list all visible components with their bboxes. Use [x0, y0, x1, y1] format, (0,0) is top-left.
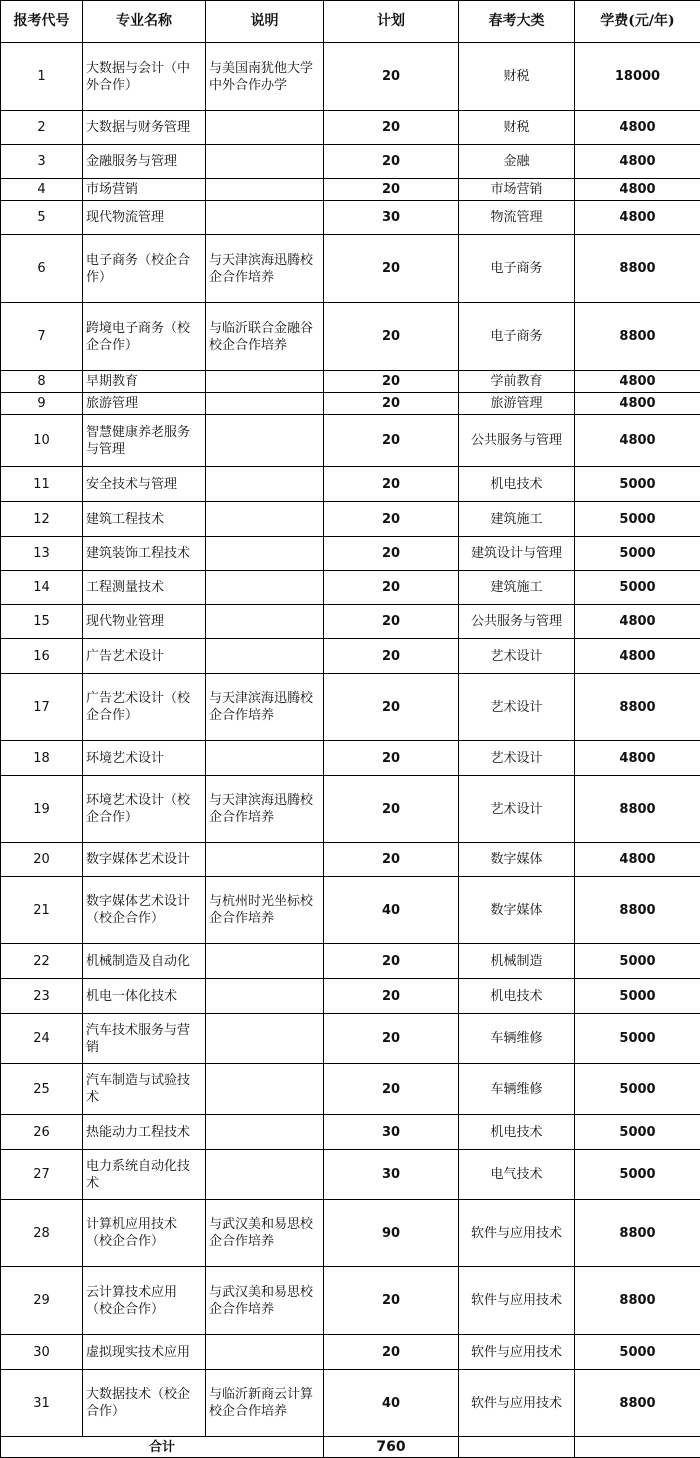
cell-plan: 30 [324, 1150, 459, 1200]
table-row [1, 1200, 700, 1267]
cell-note [206, 1115, 324, 1150]
cell-plan: 20 [324, 179, 459, 201]
cell-fee: 8800 [575, 776, 700, 843]
cell-major: 热能动力工程技术 [83, 1115, 206, 1150]
cell-fee: 4800 [575, 371, 700, 393]
table-row [1, 605, 700, 639]
cell-category: 艺术设计 [459, 639, 575, 674]
cell-fee: 4800 [575, 415, 700, 467]
table-row [1, 537, 700, 571]
cell-code: 28 [1, 1200, 83, 1267]
cell-fee: 8800 [575, 1267, 700, 1335]
cell-code: 9 [1, 393, 83, 415]
cell-note [206, 1014, 324, 1064]
table-row [1, 201, 700, 235]
cell-code: 6 [1, 235, 83, 303]
cell-major: 机电一体化技术 [83, 979, 206, 1014]
header-plan: 计划 [324, 1, 459, 43]
cell-category: 艺术设计 [459, 674, 575, 741]
cell-plan: 20 [324, 944, 459, 979]
cell-code: 13 [1, 537, 83, 571]
cell-major: 数字媒体艺术设计 [83, 843, 206, 877]
cell-major: 数字媒体艺术设计（校企合作） [83, 877, 206, 944]
cell-fee: 4800 [575, 145, 700, 179]
cell-note [206, 605, 324, 639]
cell-major: 安全技术与管理 [83, 467, 206, 502]
cell-note [206, 944, 324, 979]
table-row [1, 415, 700, 467]
table-row [1, 979, 700, 1014]
cell-plan: 40 [324, 1370, 459, 1437]
cell-note [206, 145, 324, 179]
cell-note [206, 741, 324, 776]
cell-note: 与天津滨海迅腾校企合作培养 [206, 776, 324, 843]
cell-fee: 5000 [575, 1064, 700, 1115]
table-row [1, 145, 700, 179]
cell-note [206, 1150, 324, 1200]
cell-major: 电子商务（校企合作） [83, 235, 206, 303]
cell-major: 早期教育 [83, 371, 206, 393]
table-row [1, 843, 700, 877]
table-row [1, 1335, 700, 1370]
cell-fee: 5000 [575, 1150, 700, 1200]
cell-plan: 20 [324, 502, 459, 537]
cell-fee: 8800 [575, 235, 700, 303]
cell-major: 汽车技术服务与营销 [83, 1014, 206, 1064]
cell-major: 大数据技术（校企合作） [83, 1370, 206, 1437]
cell-plan: 20 [324, 1267, 459, 1335]
cell-note [206, 979, 324, 1014]
table-row [1, 371, 700, 393]
cell-fee: 8800 [575, 1200, 700, 1267]
header-note: 说明 [206, 1, 324, 43]
cell-fee: 4800 [575, 639, 700, 674]
cell-note [206, 571, 324, 605]
cell-category: 车辆维修 [459, 1014, 575, 1064]
cell-fee: 5000 [575, 537, 700, 571]
cell-fee: 4800 [575, 179, 700, 201]
cell-fee: 5000 [575, 1335, 700, 1370]
cell-note: 与临沂新商云计算校企合作培养 [206, 1370, 324, 1437]
cell-code: 15 [1, 605, 83, 639]
table-row [1, 1064, 700, 1115]
cell-code: 26 [1, 1115, 83, 1150]
cell-plan: 20 [324, 605, 459, 639]
cell-major: 计算机应用技术（校企合作） [83, 1200, 206, 1267]
cell-fee: 5000 [575, 944, 700, 979]
cell-plan: 20 [324, 43, 459, 111]
total-empty-category [459, 1437, 575, 1458]
cell-code: 7 [1, 303, 83, 371]
cell-note: 与武汉美和易思校企合作培养 [206, 1200, 324, 1267]
cell-fee: 5000 [575, 979, 700, 1014]
cell-major: 市场营销 [83, 179, 206, 201]
cell-category: 旅游管理 [459, 393, 575, 415]
cell-plan: 20 [324, 741, 459, 776]
cell-category: 电气技术 [459, 1150, 575, 1200]
cell-note [206, 1335, 324, 1370]
cell-note [206, 179, 324, 201]
cell-major: 建筑工程技术 [83, 502, 206, 537]
cell-category: 物流管理 [459, 201, 575, 235]
table-row [1, 303, 700, 371]
cell-fee: 5000 [575, 502, 700, 537]
cell-category: 车辆维修 [459, 1064, 575, 1115]
cell-code: 16 [1, 639, 83, 674]
cell-plan: 20 [324, 843, 459, 877]
cell-plan: 20 [324, 537, 459, 571]
cell-code: 14 [1, 571, 83, 605]
cell-plan: 20 [324, 303, 459, 371]
table-row [1, 43, 700, 111]
cell-note [206, 502, 324, 537]
cell-code: 20 [1, 843, 83, 877]
cell-major: 大数据与会计（中外合作） [83, 43, 206, 111]
cell-plan: 20 [324, 639, 459, 674]
cell-fee: 8800 [575, 303, 700, 371]
cell-major: 广告艺术设计（校企合作） [83, 674, 206, 741]
cell-note [206, 111, 324, 145]
header-row [1, 1, 700, 43]
cell-major: 现代物业管理 [83, 605, 206, 639]
table-row [1, 502, 700, 537]
cell-fee: 5000 [575, 571, 700, 605]
cell-major: 大数据与财务管理 [83, 111, 206, 145]
total-empty-fee [575, 1437, 700, 1458]
cell-note [206, 393, 324, 415]
header-major: 专业名称 [83, 1, 206, 43]
cell-code: 29 [1, 1267, 83, 1335]
total-plan: 760 [324, 1437, 459, 1458]
cell-plan: 20 [324, 415, 459, 467]
cell-major: 工程测量技术 [83, 571, 206, 605]
cell-code: 30 [1, 1335, 83, 1370]
cell-category: 艺术设计 [459, 741, 575, 776]
table-body [1, 1, 700, 1458]
cell-note [206, 639, 324, 674]
table-row [1, 1115, 700, 1150]
cell-note: 与临沂联合金融谷校企合作培养 [206, 303, 324, 371]
cell-category: 建筑施工 [459, 571, 575, 605]
cell-code: 8 [1, 371, 83, 393]
cell-code: 1 [1, 43, 83, 111]
cell-plan: 20 [324, 1014, 459, 1064]
table-row [1, 467, 700, 502]
cell-note: 与杭州时光坐标校企合作培养 [206, 877, 324, 944]
cell-code: 3 [1, 145, 83, 179]
cell-category: 建筑设计与管理 [459, 537, 575, 571]
cell-fee: 5000 [575, 467, 700, 502]
table-row [1, 674, 700, 741]
cell-code: 10 [1, 415, 83, 467]
cell-note [206, 843, 324, 877]
cell-code: 18 [1, 741, 83, 776]
cell-plan: 20 [324, 571, 459, 605]
cell-fee: 4800 [575, 741, 700, 776]
cell-fee: 8800 [575, 674, 700, 741]
cell-plan: 20 [324, 235, 459, 303]
table-row [1, 393, 700, 415]
cell-fee: 5000 [575, 1014, 700, 1064]
cell-plan: 20 [324, 1335, 459, 1370]
cell-category: 软件与应用技术 [459, 1267, 575, 1335]
cell-major: 电力系统自动化技术 [83, 1150, 206, 1200]
cell-category: 学前教育 [459, 371, 575, 393]
table-row [1, 1370, 700, 1437]
cell-code: 19 [1, 776, 83, 843]
cell-code: 12 [1, 502, 83, 537]
cell-fee: 4800 [575, 843, 700, 877]
cell-fee: 4800 [575, 605, 700, 639]
cell-plan: 20 [324, 1064, 459, 1115]
cell-plan: 20 [324, 371, 459, 393]
cell-code: 11 [1, 467, 83, 502]
cell-plan: 20 [324, 979, 459, 1014]
table-row [1, 776, 700, 843]
cell-code: 23 [1, 979, 83, 1014]
cell-major: 环境艺术设计（校企合作） [83, 776, 206, 843]
cell-code: 22 [1, 944, 83, 979]
cell-code: 5 [1, 201, 83, 235]
cell-category: 公共服务与管理 [459, 415, 575, 467]
cell-plan: 90 [324, 1200, 459, 1267]
cell-category: 艺术设计 [459, 776, 575, 843]
cell-note [206, 415, 324, 467]
table-row [1, 235, 700, 303]
cell-code: 21 [1, 877, 83, 944]
total-label: 合计 [1, 1437, 324, 1458]
cell-code: 4 [1, 179, 83, 201]
table-row [1, 1150, 700, 1200]
cell-note [206, 467, 324, 502]
cell-major: 现代物流管理 [83, 201, 206, 235]
cell-note [206, 1064, 324, 1115]
cell-note: 与天津滨海迅腾校企合作培养 [206, 674, 324, 741]
header-fee: 学费(元/年) [575, 1, 700, 43]
cell-major: 建筑装饰工程技术 [83, 537, 206, 571]
cell-fee: 8800 [575, 877, 700, 944]
cell-fee: 4800 [575, 111, 700, 145]
cell-plan: 20 [324, 776, 459, 843]
cell-plan: 30 [324, 201, 459, 235]
cell-major: 汽车制造与试验技术 [83, 1064, 206, 1115]
cell-category: 软件与应用技术 [459, 1200, 575, 1267]
cell-category: 软件与应用技术 [459, 1335, 575, 1370]
cell-fee: 5000 [575, 1115, 700, 1150]
cell-plan: 20 [324, 111, 459, 145]
cell-major: 云计算技术应用（校企合作） [83, 1267, 206, 1335]
cell-category: 机电技术 [459, 979, 575, 1014]
cell-fee: 18000 [575, 43, 700, 111]
cell-fee: 8800 [575, 1370, 700, 1437]
cell-category: 公共服务与管理 [459, 605, 575, 639]
table-row [1, 111, 700, 145]
header-category: 春考大类 [459, 1, 575, 43]
cell-note [206, 537, 324, 571]
cell-category: 数字媒体 [459, 877, 575, 944]
cell-category: 电子商务 [459, 303, 575, 371]
cell-category: 机电技术 [459, 1115, 575, 1150]
cell-note: 与武汉美和易思校企合作培养 [206, 1267, 324, 1335]
cell-category: 建筑施工 [459, 502, 575, 537]
cell-plan: 20 [324, 145, 459, 179]
cell-category: 数字媒体 [459, 843, 575, 877]
cell-plan: 30 [324, 1115, 459, 1150]
cell-plan: 20 [324, 467, 459, 502]
cell-major: 金融服务与管理 [83, 145, 206, 179]
cell-major: 跨境电子商务（校企合作） [83, 303, 206, 371]
cell-category: 财税 [459, 111, 575, 145]
table-row [1, 944, 700, 979]
cell-category: 金融 [459, 145, 575, 179]
cell-note: 与美国南犹他大学中外合作办学 [206, 43, 324, 111]
header-code: 报考代号 [1, 1, 83, 43]
cell-category: 机电技术 [459, 467, 575, 502]
table-row [1, 571, 700, 605]
cell-plan: 40 [324, 877, 459, 944]
cell-code: 25 [1, 1064, 83, 1115]
table-row [1, 1267, 700, 1335]
cell-note [206, 201, 324, 235]
cell-code: 17 [1, 674, 83, 741]
cell-major: 环境艺术设计 [83, 741, 206, 776]
cell-category: 软件与应用技术 [459, 1370, 575, 1437]
cell-major: 虚拟现实技术应用 [83, 1335, 206, 1370]
cell-code: 31 [1, 1370, 83, 1437]
cell-code: 2 [1, 111, 83, 145]
cell-fee: 4800 [575, 201, 700, 235]
cell-note: 与天津滨海迅腾校企合作培养 [206, 235, 324, 303]
cell-code: 27 [1, 1150, 83, 1200]
cell-plan: 20 [324, 674, 459, 741]
table-row [1, 179, 700, 201]
table-row [1, 877, 700, 944]
cell-plan: 20 [324, 393, 459, 415]
cell-category: 市场营销 [459, 179, 575, 201]
cell-note [206, 371, 324, 393]
total-row [1, 1437, 700, 1458]
cell-code: 24 [1, 1014, 83, 1064]
cell-fee: 4800 [575, 393, 700, 415]
table-row [1, 741, 700, 776]
cell-major: 旅游管理 [83, 393, 206, 415]
cell-major: 广告艺术设计 [83, 639, 206, 674]
cell-category: 财税 [459, 43, 575, 111]
cell-category: 电子商务 [459, 235, 575, 303]
table-row [1, 639, 700, 674]
cell-major: 机械制造及自动化 [83, 944, 206, 979]
table-row [1, 1014, 700, 1064]
cell-major: 智慧健康养老服务与管理 [83, 415, 206, 467]
cell-category: 机械制造 [459, 944, 575, 979]
